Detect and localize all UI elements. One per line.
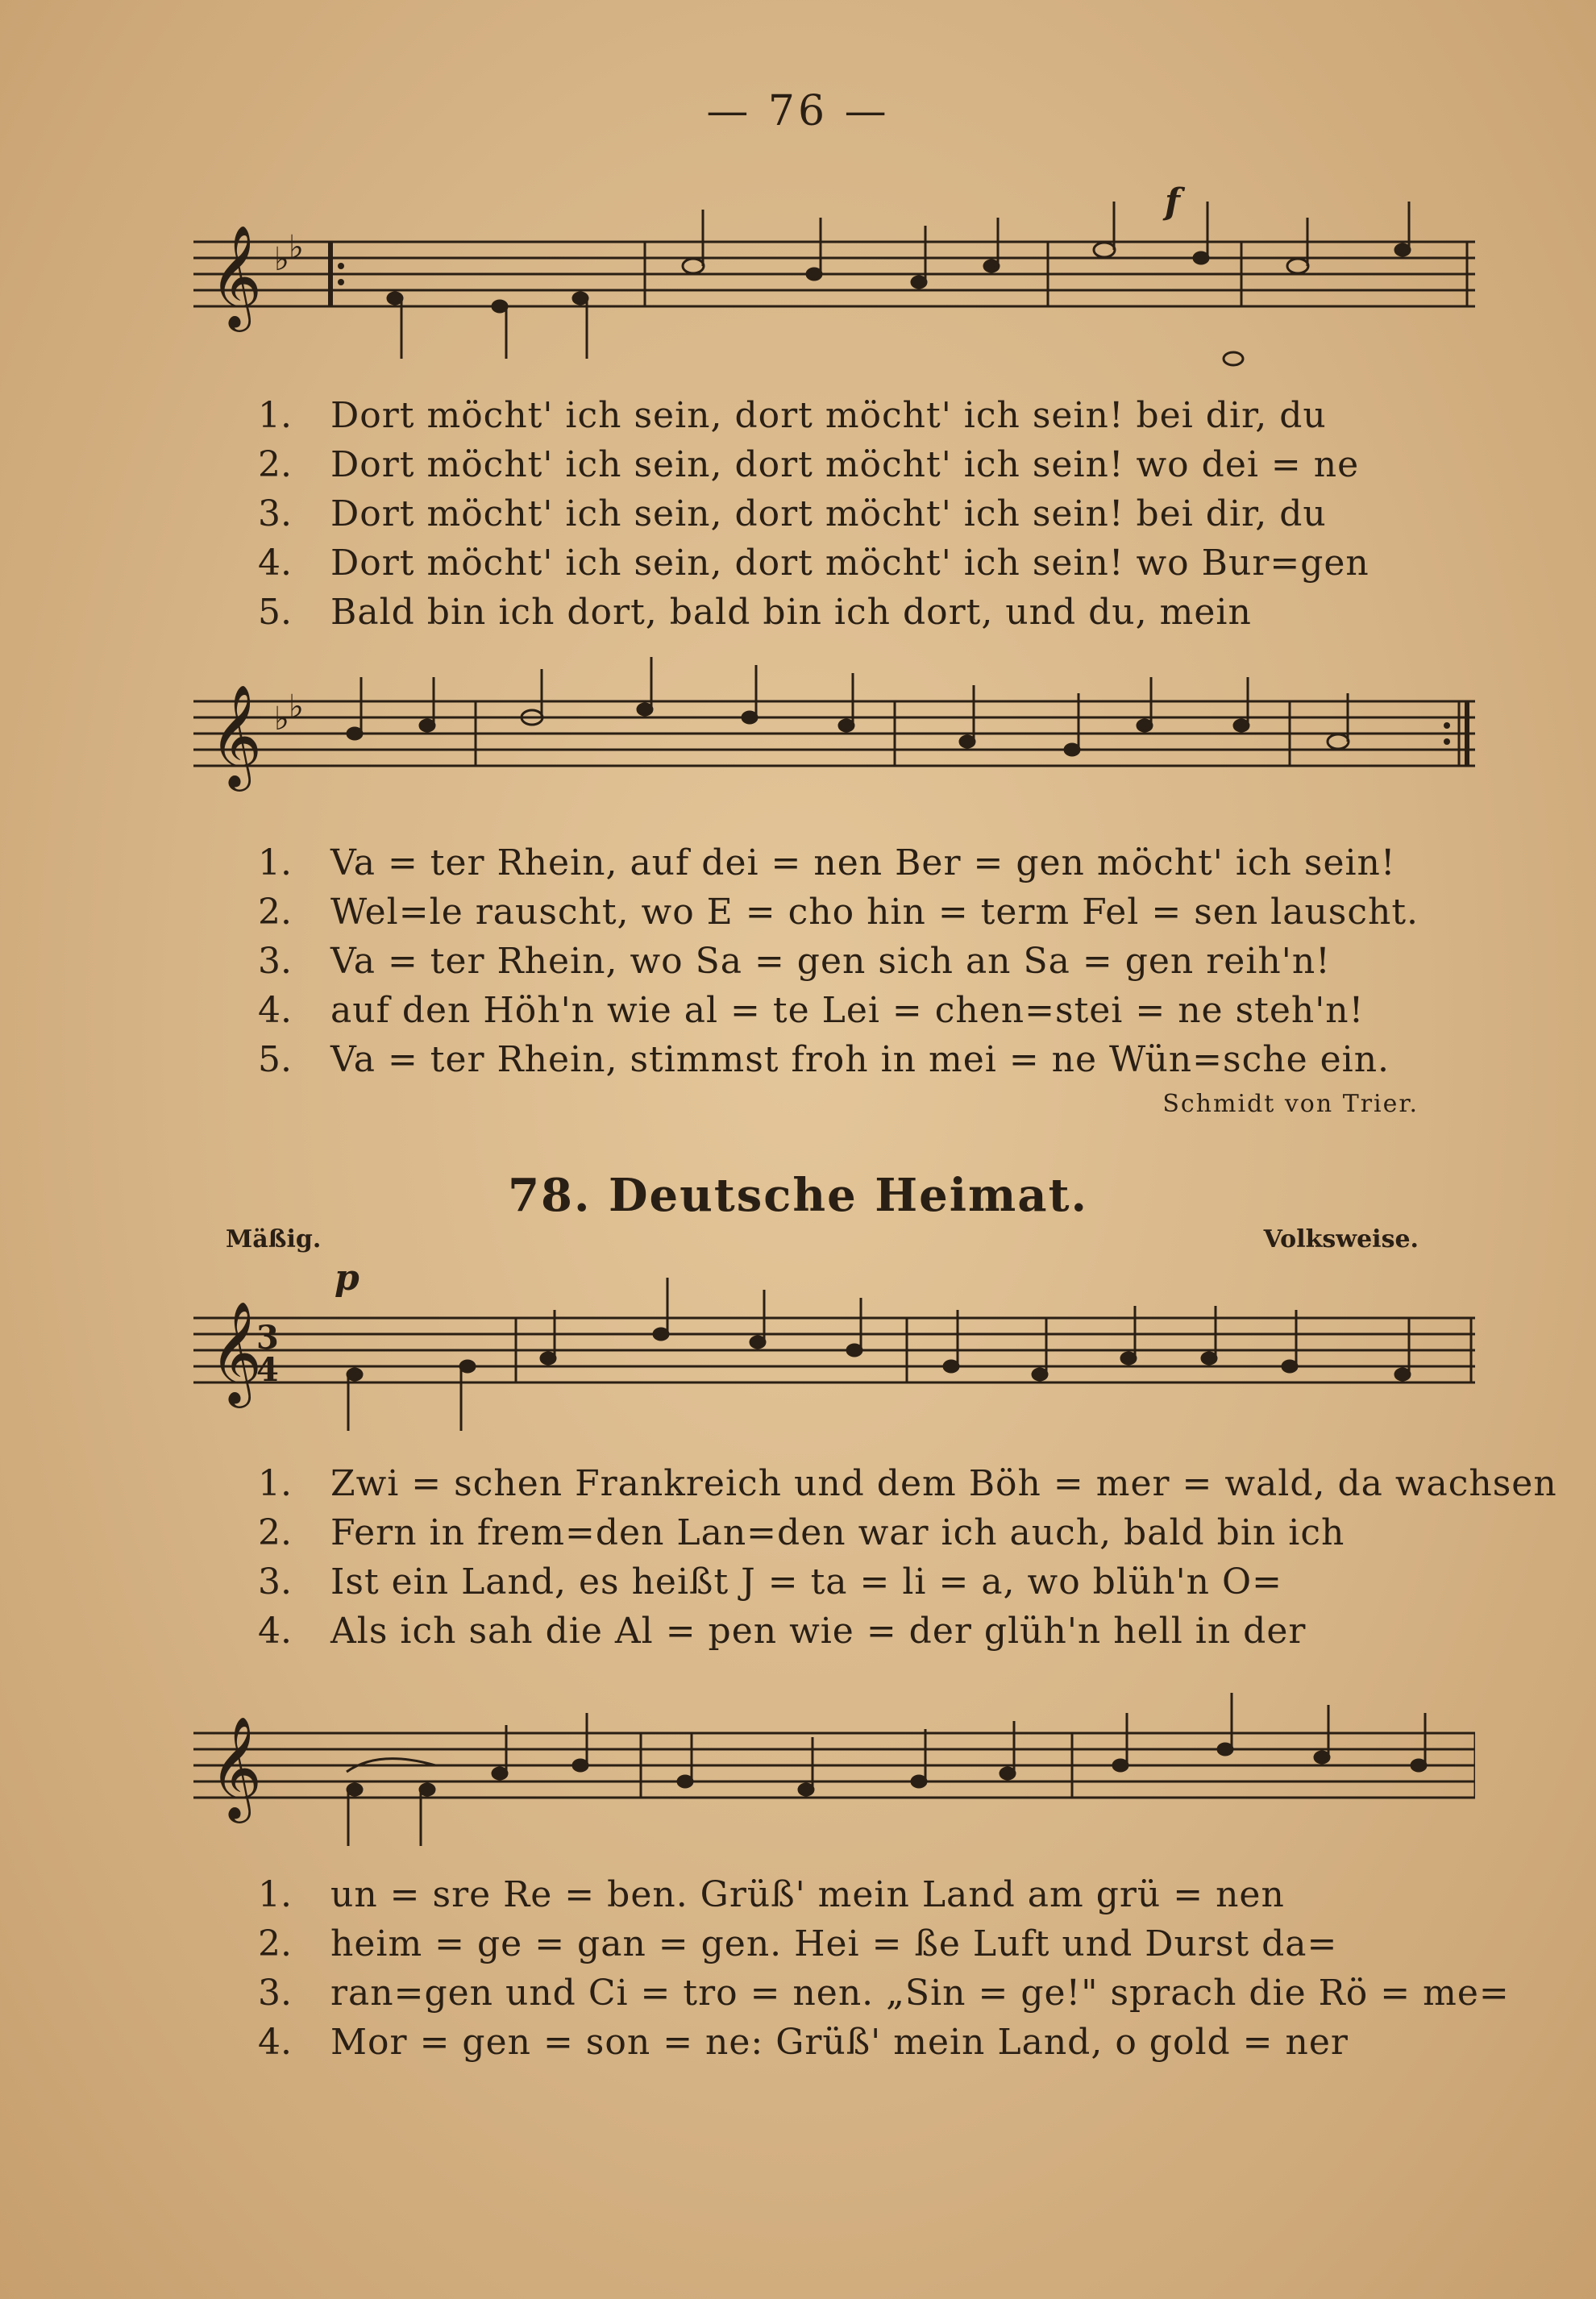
- verses-section-1: [258, 395, 1467, 641]
- verses-section-3: [258, 1463, 1557, 1660]
- music-staff-3: [193, 1262, 1475, 1471]
- verse-line: 1. Va = ter Rhein, auf dei = nen Ber = gen möcht' ich sein!: [258, 842, 1396, 883]
- page-number: — 76 —: [706, 87, 890, 135]
- verses-section-4: [258, 1874, 1510, 2071]
- verse-line: 1. un = sre Re = ben. Grüß' mein Land am grü = nen: [258, 1874, 1285, 1915]
- music-staff-2: [193, 653, 1475, 830]
- verse-line: 4. Als ich sah die Al = pen wie = der glüh'n hell in der: [258, 1611, 1307, 1652]
- song-source: Volksweise.: [1263, 1225, 1419, 1253]
- dynamic-marking-f: f: [1165, 185, 1180, 222]
- verse-line: 2. heim = ge = gan = gen. Hei = ße Luft und Durst da=: [258, 1923, 1338, 1964]
- svg-text:♭: ♭: [289, 229, 304, 266]
- staff-1-notation: [193, 185, 1475, 387]
- verse-line: 2. Fern in frem=den Lan=den war ich auch, bald bin ich: [258, 1512, 1345, 1553]
- dynamic-marking-p: p: [335, 1262, 360, 1299]
- time-signature-bottom: 4: [256, 1351, 279, 1389]
- music-staff-4: [193, 1677, 1475, 1878]
- verse-line: 3. Ist ein Land, es heißt J = ta = li = a, wo blüh'n O=: [258, 1561, 1282, 1603]
- verse-line: 3. ran=gen und Ci = tro = nen. „Sin = ge!" sprach die Rö = me=: [258, 1973, 1510, 2014]
- svg-text:♭: ♭: [274, 241, 289, 278]
- svg-text:𝄞: 𝄞: [210, 1715, 263, 1819]
- tempo-marking: Mäßig.: [226, 1225, 322, 1253]
- verse-line: 4. Mor = gen = son = ne: Grüß' mein Land, o gold = ner: [258, 2022, 1349, 2063]
- verse-line: 5. Va = ter Rhein, stimmst froh in mei = ne Wün=sche ein.: [258, 1039, 1390, 1080]
- svg-text:♭: ♭: [274, 701, 289, 738]
- verse-line: 4. auf den Höh'n wie al = te Lei = chen=stei = ne steh'n!: [258, 990, 1365, 1031]
- verse-line: 1. Dort möcht' ich sein, dort möcht' ich sein! bei dir, du: [258, 395, 1327, 436]
- svg-text:♭: ♭: [289, 688, 304, 725]
- time-signature-top: 3: [256, 1319, 279, 1357]
- verses-section-2: [258, 842, 1467, 1088]
- verse-line: 2. Dort möcht' ich sein, dort möcht' ich sein! wo dei = ne: [258, 444, 1360, 485]
- music-staff-1: [193, 185, 1475, 387]
- svg-text:𝄞: 𝄞: [210, 224, 263, 327]
- attribution: Schmidt von Trier.: [1162, 1090, 1419, 1118]
- svg-text:𝄞: 𝄞: [210, 1300, 263, 1403]
- staff-4-notation: [193, 1677, 1475, 1878]
- svg-text:𝄞: 𝄞: [210, 684, 263, 787]
- verse-line: 3. Dort möcht' ich sein, dort möcht' ich sein! bei dir, du: [258, 493, 1327, 534]
- verse-line: 4. Dort möcht' ich sein, dort möcht' ich sein! wo Bur=gen: [258, 543, 1369, 584]
- staff-3-notation: [193, 1262, 1475, 1471]
- verse-line: 3. Va = ter Rhein, wo Sa = gen sich an Sa = gen reih'n!: [258, 941, 1331, 982]
- verse-line: 1. Zwi = schen Frankreich und dem Böh = mer = wald, da wachsen: [258, 1463, 1557, 1504]
- verse-line: 2. Wel=le rauscht, wo E = cho hin = term Fel = sen lauscht.: [258, 892, 1419, 933]
- staff-2-notation: [193, 653, 1475, 830]
- verse-line: 5. Bald bin ich dort, bald bin ich dort, und du, mein: [258, 592, 1252, 633]
- song-title: 78. Deutsche Heimat.: [508, 1169, 1088, 1222]
